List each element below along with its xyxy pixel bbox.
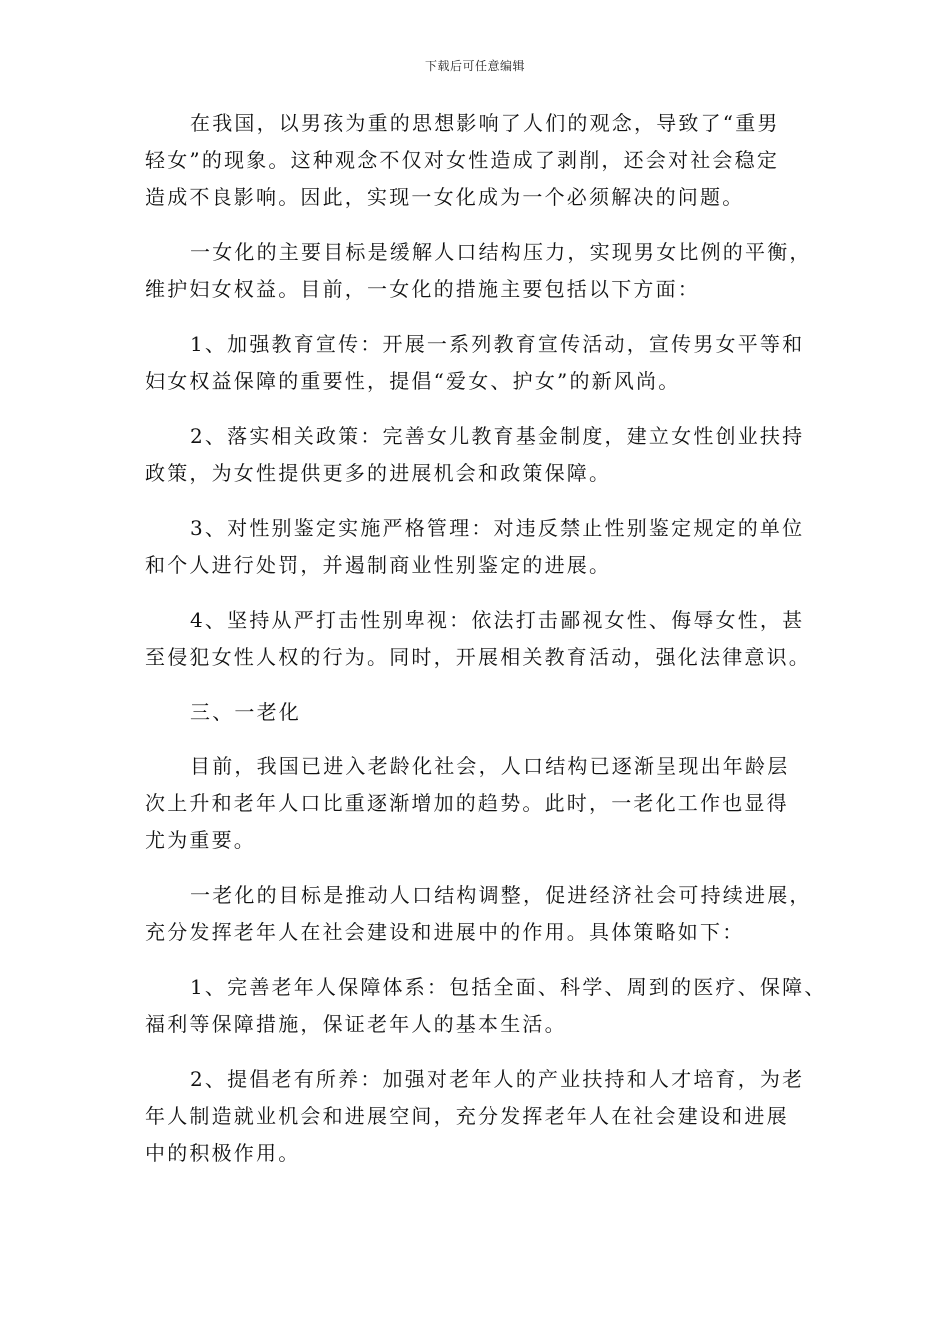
- text-line: 轻女”的现象。这种观念不仅对女性造成了剥削，还会对社会稳定: [145, 148, 780, 172]
- text-line: 次上升和老年人口比重逐渐增加的趋势。此时，一老化工作也显得: [145, 791, 789, 815]
- paragraph: [145, 877, 812, 951]
- text-line: 目前，我国已进入老龄化社会，人口结构已逐渐呈现出年龄层: [190, 754, 790, 778]
- section-heading-text: 三、一老化: [190, 700, 301, 724]
- list-item-paragraph: [145, 602, 811, 676]
- text-line: 福利等保障措施，保证老年人的基本生活。: [145, 1012, 567, 1036]
- document-body: [145, 105, 827, 1190]
- text-line: 妇女权益保障的重要性，提倡“爱女、护女”的新风尚。: [145, 369, 681, 393]
- text-line: 尤为重要。: [145, 828, 256, 852]
- text-line: 1、完善老年人保障体系：包括全面、科学、周到的医疗、保障、: [190, 975, 827, 999]
- text-line: 政策，为女性提供更多的进展机会和政策保障。: [145, 461, 612, 485]
- section-heading: [145, 694, 805, 731]
- paragraph: [145, 234, 812, 308]
- text-line: 年人制造就业机会和进展空间，充分发挥老年人在社会建设和进展: [145, 1104, 789, 1128]
- text-line: 和个人进行处罚，并遏制商业性别鉴定的进展。: [145, 553, 612, 577]
- text-line: 2、落实相关政策：完善女儿教育基金制度，建立女性创业扶持: [190, 424, 805, 448]
- list-item-paragraph: [145, 326, 805, 400]
- paragraph: [145, 748, 805, 859]
- list-item-paragraph: [145, 969, 827, 1043]
- page-header-title: 下载后可任意编辑: [424, 59, 525, 73]
- text-line: 造成不良影响。因此，实现一女化成为一个必须解决的问题。: [145, 185, 745, 209]
- text-line: 1、加强教育宣传：开展一系列教育宣传活动，宣传男女平等和: [190, 332, 805, 356]
- list-item-paragraph: [145, 510, 805, 584]
- text-line: 4、坚持从严打击性别卑视：依法打击鄙视女性、侮辱女性，甚: [190, 608, 805, 632]
- text-line: 充分发挥老年人在社会建设和进展中的作用。具体策略如下：: [145, 920, 745, 944]
- text-line: 至侵犯女性人权的行为。同时，开展相关教育活动，强化法律意识。: [145, 645, 811, 669]
- text-line: 中的积极作用。: [145, 1141, 301, 1165]
- list-item-paragraph: [145, 418, 805, 492]
- text-line: 一老化的目标是推动人口结构调整，促进经济社会可持续进展，: [190, 883, 812, 907]
- text-line: 维护妇女权益。目前，一女化的措施主要包括以下方面：: [145, 277, 700, 301]
- paragraph: [145, 105, 805, 216]
- text-line: 3、对性别鉴定实施严格管理：对违反禁止性别鉴定规定的单位: [190, 516, 805, 540]
- text-line: 2、提倡老有所养：加强对老年人的产业扶持和人才培育，为老: [190, 1067, 805, 1091]
- text-line: 在我国，以男孩为重的思想影响了人们的观念，导致了“重男: [190, 111, 780, 135]
- text-line: 一女化的主要目标是缓解人口结构压力，实现男女比例的平衡，: [190, 240, 812, 264]
- list-item-paragraph: [145, 1061, 805, 1172]
